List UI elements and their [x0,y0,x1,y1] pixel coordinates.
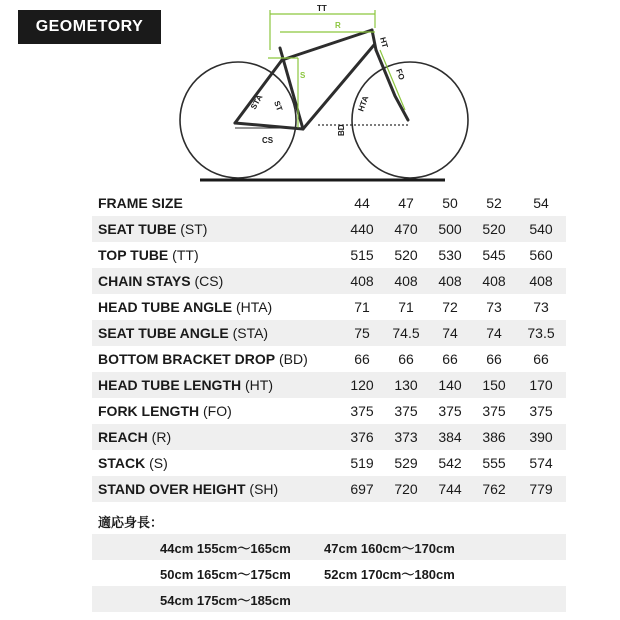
table-cell: 697 [340,476,384,502]
table-cell: 520 [394,247,418,263]
table-cell: 375 [482,403,506,419]
row-abbr: (ST) [180,221,208,237]
table-cell: 386 [472,424,516,450]
table-row [92,398,566,424]
table-cell: 408 [340,268,384,294]
table-cell: 542 [438,455,462,471]
row-name: FORK LENGTH [98,403,200,419]
geometry-table [92,190,566,502]
row-abbr: (SH) [249,481,279,497]
bike-geometry-diagram [170,0,490,190]
table-row [92,294,566,320]
frame-fork [376,50,408,120]
table-row [92,346,566,372]
row-abbr: (BD) [278,351,308,367]
table-cell: 73 [533,299,549,315]
table-cell: 408 [428,268,472,294]
table-cell: 373 [384,424,428,450]
frame-top-tube [282,30,372,60]
table-row [92,424,566,450]
table-cell: 762 [472,476,516,502]
table-row [92,268,566,294]
label-cs: CS [262,136,274,145]
table-cell: 500 [428,216,472,242]
fit-row [92,586,566,612]
table-cell: 75 [340,320,384,346]
table-cell: 540 [516,216,566,242]
table-cell: 519 [350,455,374,471]
row-abbr: (R) [151,429,172,445]
row-abbr: (STA) [232,325,269,341]
table-row [92,450,566,476]
row-name: REACH [98,429,148,445]
size-header: 54 [533,195,549,211]
label-st: ST [272,99,285,113]
label-bd: BD [337,124,346,136]
table-cell: 545 [482,247,506,263]
geometry-badge: GEOMETORY [18,10,161,44]
row-abbr: (FO) [203,403,232,419]
front-wheel [352,62,468,178]
size-header: 44 [354,195,370,211]
table-cell: 384 [428,424,472,450]
table-cell: 530 [438,247,462,263]
table-row [92,320,566,346]
table-cell: 66 [354,351,370,367]
row-name: STAND OVER HEIGHT [98,481,246,497]
table-cell: 66 [486,351,502,367]
table-cell: 170 [516,372,566,398]
table-row [92,476,566,502]
table-cell: 574 [529,455,553,471]
fit-entry: 44cm 155cm〜165cm [160,540,291,556]
table-cell: 390 [516,424,566,450]
row-abbr: (TT) [172,247,199,263]
fit-height-title: 適応身長： [98,515,164,530]
table-cell: 408 [516,268,566,294]
table-cell: 72 [442,299,458,315]
table-cell: 376 [340,424,384,450]
row-name: SEAT TUBE [98,221,177,237]
table-cell: 71 [354,299,370,315]
row-name: STACK [98,455,146,471]
table-cell: 375 [394,403,418,419]
table-cell: 560 [529,247,553,263]
row-name: HEAD TUBE ANGLE [98,299,233,315]
fit-entry: 52cm 170cm〜180cm [324,566,455,582]
frame-down-tube [303,45,374,129]
table-cell: 720 [384,476,428,502]
label-s: S [300,71,306,80]
table-cell: 66 [442,351,458,367]
table-cell: 375 [350,403,374,419]
table-cell: 375 [529,403,553,419]
fit-row [92,534,566,560]
table-cell: 130 [384,372,428,398]
fit-entry: 50cm 165cm〜175cm [160,566,291,582]
label-hta: HTA [356,94,371,113]
table-cell: 74.5 [384,320,428,346]
fit-row [92,560,566,586]
row-abbr: (CS) [194,273,224,289]
table-cell: 150 [472,372,516,398]
row-abbr: (S) [149,455,168,471]
table-cell: 470 [384,216,428,242]
table-row [92,372,566,398]
table-row [92,216,566,242]
row-name: TOP TUBE [98,247,169,263]
label-fo: FO [394,67,407,82]
table-cell: 71 [398,299,414,315]
row-abbr: (HT) [245,377,274,393]
fit-entry: 47cm 160cm〜170cm [324,540,455,556]
table-cell: 529 [394,455,418,471]
label-sta: STA [248,93,265,111]
table-cell: 520 [472,216,516,242]
table-cell: 74 [472,320,516,346]
table-cell: 66 [533,351,549,367]
row-name: BOTTOM BRACKET DROP [98,351,276,367]
frame-size-label: FRAME SIZE [98,195,183,211]
table-cell: 555 [482,455,506,471]
size-header: 52 [486,195,502,211]
table-cell: 408 [472,268,516,294]
row-name: HEAD TUBE LENGTH [98,377,242,393]
table-cell: 73.5 [516,320,566,346]
row-name: SEAT TUBE ANGLE [98,325,229,341]
fit-entry: 54cm 175cm〜185cm [160,592,291,608]
table-cell: 73 [486,299,502,315]
table-cell: 440 [340,216,384,242]
table-cell: 66 [398,351,414,367]
table-cell: 744 [428,476,472,502]
table-cell: 408 [384,268,428,294]
table-cell: 74 [428,320,472,346]
table-row [92,242,566,268]
table-cell: 140 [428,372,472,398]
row-name: CHAIN STAYS [98,273,191,289]
size-header: 47 [398,195,414,211]
table-cell: 375 [438,403,462,419]
label-ht: HT [378,36,390,49]
frame-seat-stay [235,60,285,123]
label-r: R [335,21,341,30]
table-cell: 779 [516,476,566,502]
table-header-row [92,190,566,216]
row-abbr: (HTA) [235,299,273,315]
size-header: 50 [442,195,458,211]
table-cell: 515 [350,247,374,263]
label-tt: TT [317,4,327,13]
table-cell: 120 [340,372,384,398]
